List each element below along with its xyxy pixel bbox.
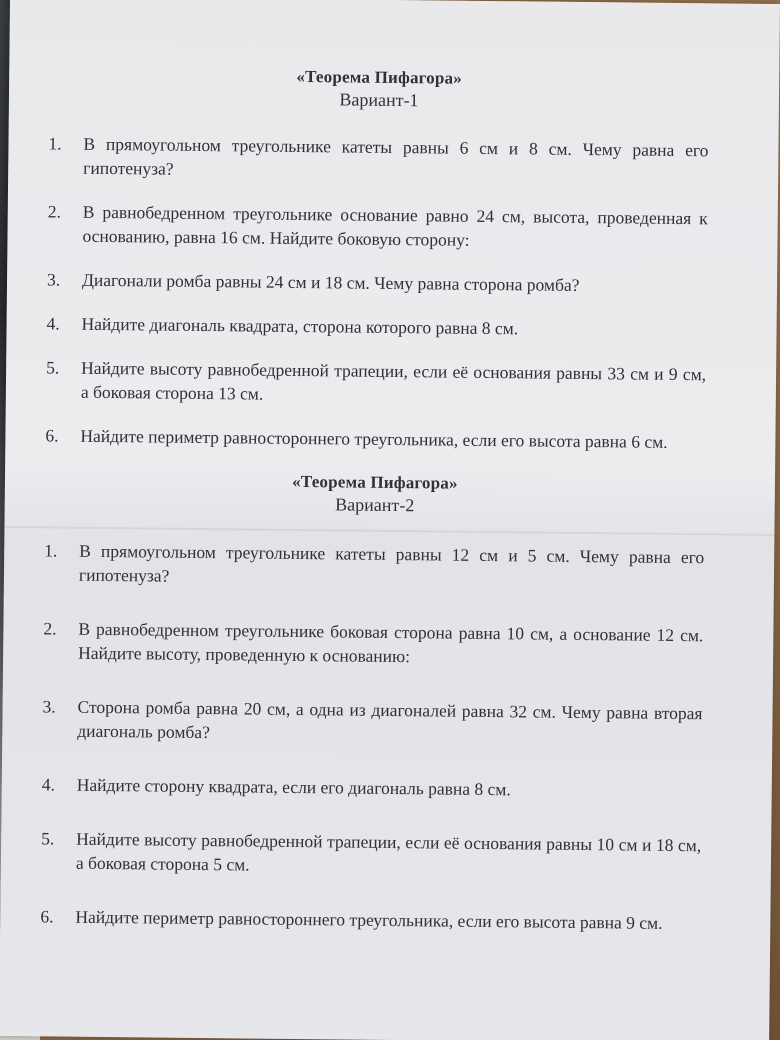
task-text: Найдите периметр равностороннего треугольника, если его высота равна 6 см. bbox=[80, 425, 668, 452]
task-item bbox=[42, 694, 702, 749]
task-text: В прямоугольном треугольнике катеты равны 12 см и 5 см. Чему равна его гипотенуза? bbox=[78, 540, 705, 586]
task-item bbox=[46, 355, 706, 410]
task-number: 4. bbox=[41, 774, 55, 795]
task-number: 5. bbox=[46, 357, 60, 378]
variant-1 bbox=[45, 64, 709, 454]
task-number: 2. bbox=[43, 618, 57, 639]
task-number: 1. bbox=[48, 133, 62, 154]
task-text: В прямоугольном треугольнике катеты равны 6 см и 8 см. Чему равна его гипотенуза? bbox=[83, 133, 709, 179]
task-number: 4. bbox=[46, 313, 60, 334]
task-number: 1. bbox=[44, 540, 58, 561]
task-item bbox=[48, 131, 708, 186]
worksheet-content bbox=[40, 64, 709, 935]
variant-title: «Теорема Пифагора» bbox=[296, 66, 463, 88]
task-text: В равнобедренном треугольнике основание равно 24 см, высота, проведенная к основанию, равна 16 см. Найдите боковую сторону: bbox=[82, 201, 708, 250]
task-number: 6. bbox=[40, 906, 54, 927]
task-item bbox=[47, 267, 707, 298]
task-text: Сторона ромба равна 20 см, а одна из диагоналей равна 32 см. Чему равна вторая диагональ ромба? bbox=[77, 696, 703, 743]
variant-title: «Теорема Пифагора» bbox=[292, 471, 458, 493]
task-item bbox=[47, 199, 707, 254]
task-number: 3. bbox=[42, 696, 56, 717]
task-item bbox=[46, 311, 706, 342]
task-text: Найдите диагональ квадрата, сторона которого равна 8 см. bbox=[81, 313, 519, 339]
task-number: 5. bbox=[41, 828, 55, 849]
variant-subtitle: Вариант-2 bbox=[335, 494, 415, 516]
variant-subtitle: Вариант-1 bbox=[339, 89, 419, 111]
task-item bbox=[41, 826, 701, 881]
task-item bbox=[45, 423, 705, 454]
task-item bbox=[42, 772, 702, 803]
task-item bbox=[43, 616, 703, 671]
task-text: Найдите высоту равнобедренной трапеции, если её основания равны 33 см и 9 см, а боковая сторона 13 см. bbox=[80, 357, 707, 404]
task-text: В равнобедренном треугольнике боковая сторона равна 10 см, а основание 12 см. Найдите высоту, проведенную к основанию: bbox=[78, 618, 704, 667]
task-item bbox=[40, 904, 700, 935]
task-number: 6. bbox=[45, 425, 59, 446]
task-text: Найдите периметр равностороннего треугольника, если его высота равна 9 см. bbox=[75, 906, 663, 933]
task-text: Диагонали ромба равны 24 см и 18 см. Чему равна сторона ромба? bbox=[81, 269, 580, 295]
task-number: 3. bbox=[46, 269, 61, 290]
task-text: Найдите сторону квадрата, если его диагональ равна 8 см. bbox=[76, 774, 511, 800]
task-item bbox=[44, 538, 704, 593]
task-text: Найдите высоту равнобедренной трапеции, если её основания равны 10 см и 18 см, а боковая сторона 5 см. bbox=[75, 828, 702, 875]
task-number: 2. bbox=[47, 201, 61, 222]
variant-2 bbox=[40, 469, 705, 935]
